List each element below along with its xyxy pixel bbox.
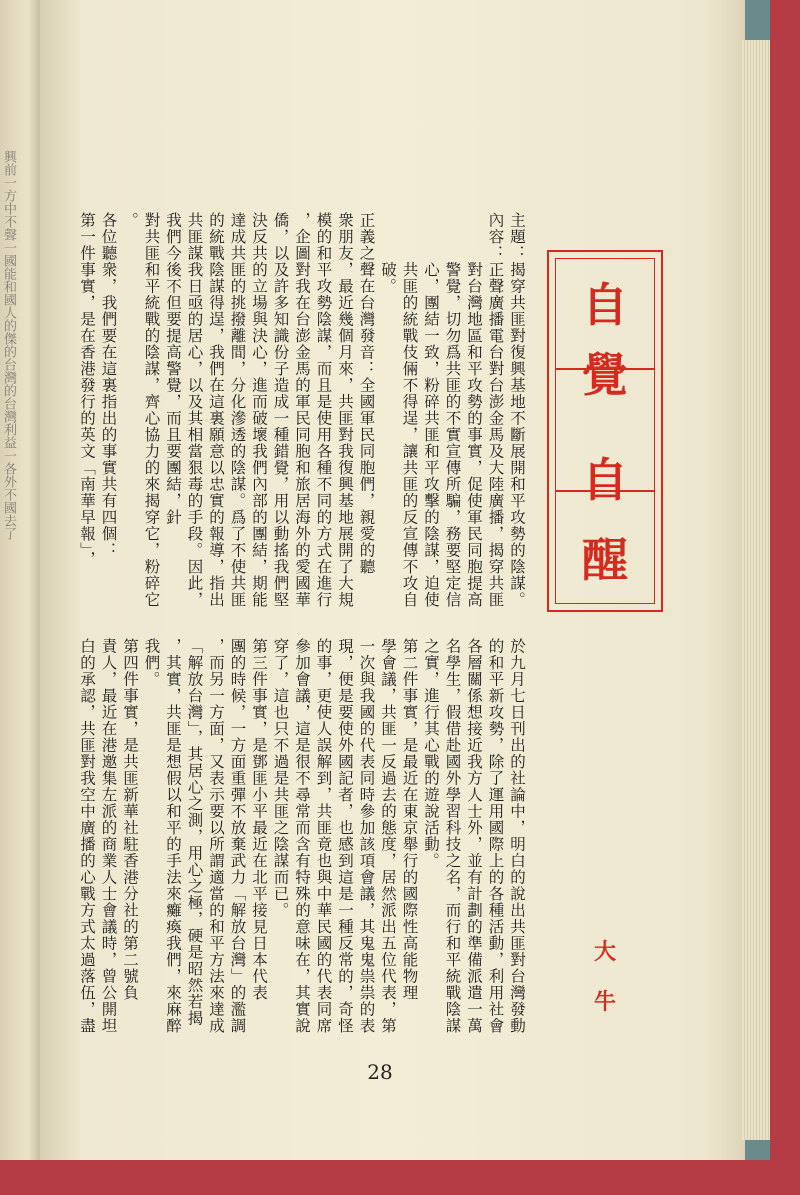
page-number: 28 xyxy=(367,1060,393,1084)
book-cover-bottom xyxy=(0,1160,800,1195)
left-page-line: 國人的傑 xyxy=(1,293,16,345)
text-column: 僑，以及許多知識份子造成一種錯覺，用以動搖我們堅 xyxy=(271,212,290,608)
text-column: 的事，更使人誤解到，共匪竟也與中華民國的代表同席 xyxy=(314,638,333,1034)
text-column: 。 xyxy=(121,212,139,229)
text-column: 破。 xyxy=(379,212,397,295)
text-column: 我們。 xyxy=(142,638,161,688)
text-column: 警覺，切勿爲共匪的不實宣傳所騙，務要堅定信 xyxy=(443,212,462,608)
text-column: 團的時候，一方面重彈不放棄武力「解放台灣」的濫調 xyxy=(228,638,247,1034)
text-column: 對共匪和平統戰的陰謀，齊心協力的來揭穿它，粉碎它 xyxy=(142,212,161,608)
left-page-line: 的台灣的台灣 xyxy=(1,345,16,423)
title-char: 自 xyxy=(582,278,628,332)
text-column: 共匪謀我日亟的居心，以及其相當狠毒的手段。因此， xyxy=(185,212,204,608)
text-column: 各位聽衆，我們要在這裏指出的事實共有四個： xyxy=(99,212,118,559)
text-column: 之實，進行其心戰的遊說活動。 xyxy=(422,638,440,869)
left-page-line: 聲一國能和 xyxy=(1,228,16,293)
author-char: 牛 xyxy=(593,989,616,1015)
text-column: 參加會議，這是很不尋常而含有特殊的意味在，其實說 xyxy=(293,638,311,1034)
text-column: 的統戰陰謀得逞，我們在這裏願意以忠實的報導，指出 xyxy=(207,212,225,608)
left-page-line: 利益一各 xyxy=(1,423,16,475)
text-column: 模的和平攻勢陰謀，而且是使用各種不同的方式在進行 xyxy=(314,212,333,608)
title-char: 自 xyxy=(582,453,628,507)
text-column: ，企圖對我在台澎金馬的軍民同胞和旅居海外的愛國華 xyxy=(293,212,311,608)
book-spine xyxy=(0,0,40,1195)
text-column: 決反共的立場與決心，進而破壞我們內部的團結，期能 xyxy=(250,212,268,608)
text-column: 白的承認，共匪對我空中廣播的心戰方式太過落伍，盡 xyxy=(78,638,96,1034)
text-column: 第三件事實，是鄧匪小平最近在北平接見日本代表 xyxy=(250,638,268,1001)
book-cover-edge xyxy=(770,0,800,1195)
text-column: 衆朋友，最近幾個月來，共匪對我復興基地展開了大規 xyxy=(336,212,354,608)
text-column: 的和平新攻勢，除了運用國際上的各種活動，利用社會 xyxy=(486,638,505,1034)
text-column: 第四件事實，是共匪新華社駐香港分社的第二號負 xyxy=(121,638,139,1001)
text-column: 第二件事實，是最近在東京舉行的國際性高能物理 xyxy=(400,638,419,1001)
text-column: 於九月七日刊出的社論中，明白的說出共匪對台灣發動 xyxy=(508,638,526,1034)
text-column: 我們今後不但要提高警覺，而且要團結，針 xyxy=(164,212,182,526)
title-char: 醒 xyxy=(582,533,628,587)
text-column: 正義之聲在台灣發音：全國軍民同胞們，親愛的聽 xyxy=(357,212,376,575)
text-column: 責人，最近在港邀集左派的商業人士會議時，曾公開坦 xyxy=(99,638,118,1034)
text-column: 各層關係想接近我方人士外，並有計劃的準備派遣一萬 xyxy=(465,638,483,1034)
text-column: 達成共匪的挑撥離間，分化滲透的陰謀。爲了不使共匪 xyxy=(228,212,247,608)
author-char: 大 xyxy=(593,939,616,965)
text-column: 對台灣地區和平攻勢的事實，促使軍民同胞提高 xyxy=(465,212,483,608)
text-column: 學會議，共匪一反過去的態度，居然派出五位代表，第 xyxy=(379,638,397,1034)
text-column: 穿了，這也只不過是共匪之陰謀而已。 xyxy=(271,638,290,919)
text-column: 共匪的統戰伎倆不得逞，讓共匪的反宣傳不攻自 xyxy=(400,212,419,608)
left-page-line: 外不國去了 xyxy=(1,475,16,540)
text-column: 現，便是要使外國記者，也感到這是一種反常的，奇怪 xyxy=(336,638,354,1034)
title-char: 覺 xyxy=(582,348,628,402)
text-column: 一次與我國的代表同時參加該項會議，其鬼鬼祟祟的表 xyxy=(357,638,376,1034)
text-column: 主題：揭穿共匪對復興基地不斷展開和平攻勢的陰謀。 xyxy=(508,212,526,608)
title-box xyxy=(547,250,663,612)
text-column: 「解放台灣」，其居心之測，用心之極，硬是昭然若揭 xyxy=(185,638,204,1027)
text-column: ，而另一方面，又表示要以所謂適當的和平方法來達成 xyxy=(207,638,225,1034)
text-column: 內容：正聲廣播電台對台澎金馬及大陸廣播，揭穿共匪 xyxy=(486,212,505,608)
left-page-fragment xyxy=(0,150,34,1030)
text-column: 心，團結一致，粉碎共匪和平攻擊的陰謀，迫使 xyxy=(422,212,440,608)
text-column: ，其實，共匪是想假以和平的手法來癱瘓我們，來麻醉 xyxy=(164,638,182,1034)
text-column: 第一件事實，是在香港發行的英文「南華早報」， xyxy=(78,212,96,568)
text-column: 名學生，假借赴國外學習科技之名，而行和平統戰陰謀 xyxy=(443,638,462,1034)
left-page-line: 興前一方中不 xyxy=(1,150,16,228)
